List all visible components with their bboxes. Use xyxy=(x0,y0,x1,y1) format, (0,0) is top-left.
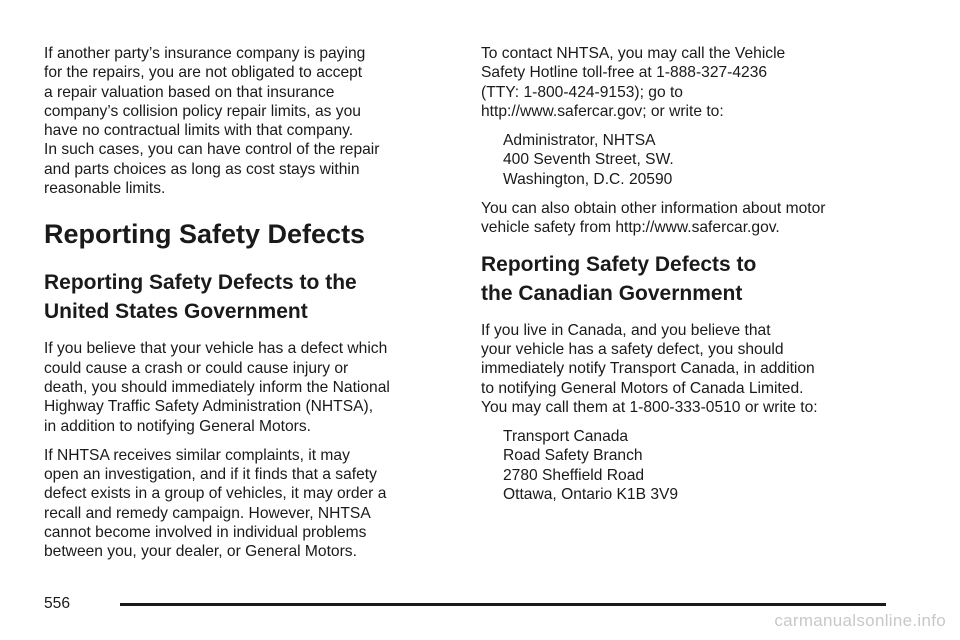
info-paragraph: You can also obtain other information about motor vehicle safety from http://www.safercar.gov. xyxy=(481,200,826,237)
intro-paragraph: If another party’s insurance company is paying for the repairs, you are not obligated to accept a repair valuation based on that insurance company’s collision policy repair limits, as you have no contractual limits with that company. In such cases, you can have control of the repair and parts choices as long as cost stays within reasonable limits. xyxy=(44,45,380,198)
us-government-heading: Reporting Safety Defects to the United States Government xyxy=(44,271,357,324)
canada-paragraph: If you live in Canada, and you believe that your vehicle has a safety defect, you should immediately notify Transport Canada, in addition to notifying General Motors of Canada Limited. You may call them at 1-800-333-0510 or write to: xyxy=(481,321,818,416)
nhtsa-investigation-paragraph: If NHTSA receives similar complaints, it may open an investigation, and if it finds that a safety defect exists in a group of vehicles, it may order a recall and remedy campaign. However, NHTSA cannot become involved in individual problems between you, your dealer, or General Motors. xyxy=(44,446,387,561)
left-column xyxy=(44,44,464,572)
us-defect-paragraph: If you believe that your vehicle has a defect which could cause a crash or could cause injury or death, you should immediately inform the National Highway Traffic Safety Administration (NHTSA), in addition to notifying General Motors. xyxy=(44,340,390,435)
nhtsa-address: Administrator, NHTSA 400 Seventh Street, SW. Washington, D.C. 20590 xyxy=(503,132,674,188)
page-number: 556 xyxy=(44,595,71,612)
right-column xyxy=(481,44,911,514)
main-heading: Reporting Safety Defects xyxy=(44,219,366,250)
canadian-government-heading: Reporting Safety Defects to the Canadian Government xyxy=(481,252,757,305)
watermark: carmanualsonline.info xyxy=(774,611,946,630)
contact-paragraph: To contact NHTSA, you may call the Vehicle Safety Hotline toll-free at 1-888-327-4236 (TTY: 1-800-424-9153); go to http://www.safercar.gov; or write to: xyxy=(481,45,786,120)
transport-canada-address: Transport Canada Road Safety Branch 2780 Sheffield Road Ottawa, Ontario K1B 3V9 xyxy=(503,428,679,504)
footer-rule xyxy=(120,603,886,606)
